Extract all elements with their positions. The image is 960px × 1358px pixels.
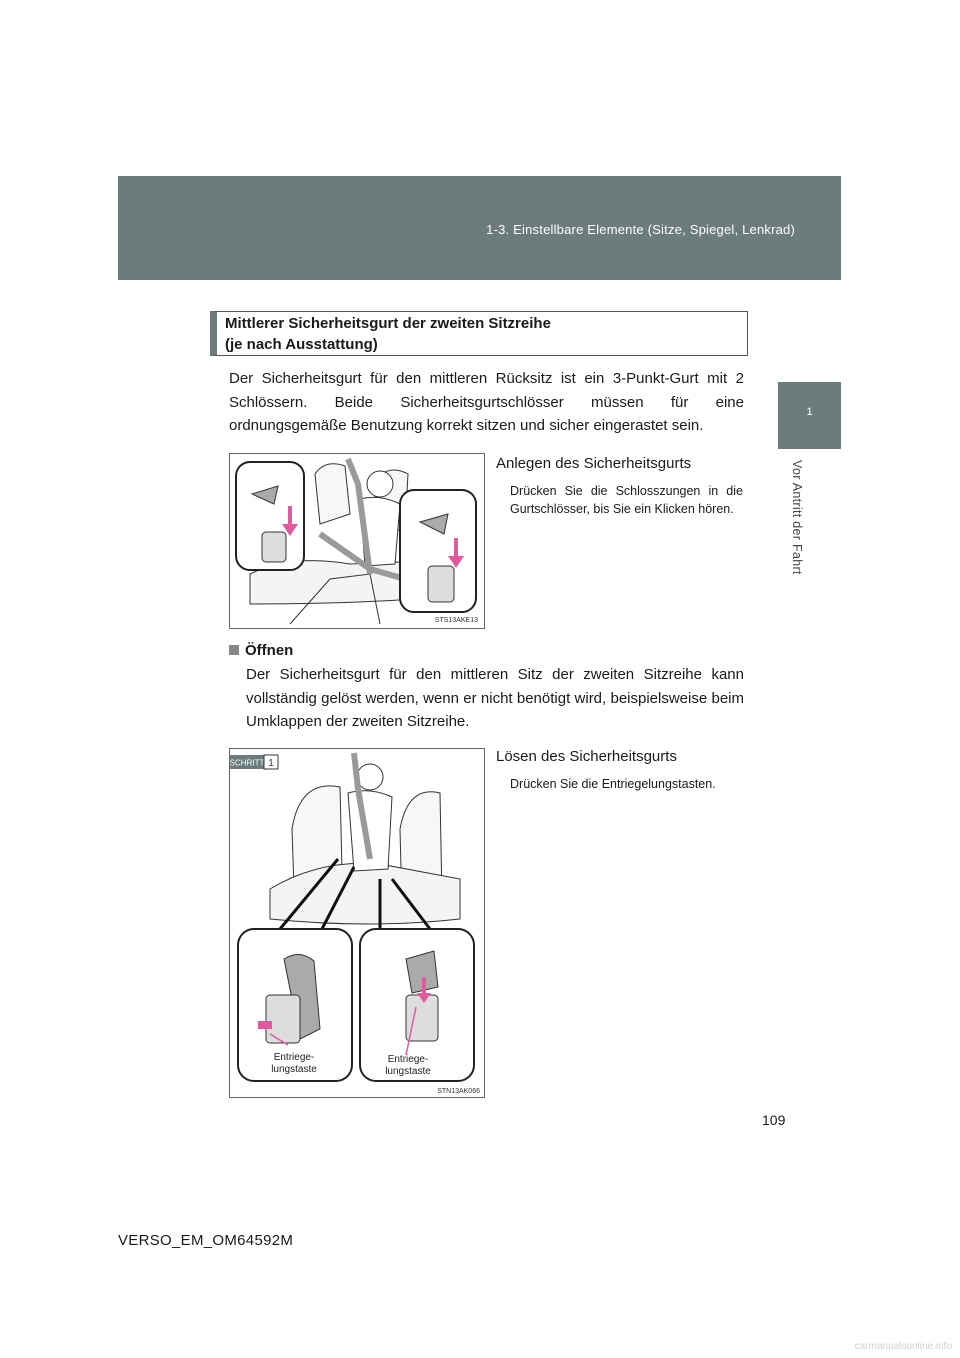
watermark: carmanualsonline.info	[854, 1341, 952, 1352]
figure2-code: STN13AK066	[437, 1088, 480, 1095]
square-bullet-icon	[229, 645, 239, 655]
chapter-title: 1-3. Einstellbare Elemente (Sitze, Spiegel, Lenkrad)	[486, 222, 795, 237]
open-heading-text: Öffnen	[245, 642, 294, 659]
intro-paragraph: Der Sicherheitsgurt für den mittleren Rücksitz ist ein 3-Punkt-Gurt mit 2 Schlössern. Beide Sicherheitsgurtschlösser müssen für eine ordnungsgemäße Benutzung korrekt sitzen und sicher eingerastet sein.	[229, 370, 744, 434]
figure-fasten-belt	[229, 453, 485, 629]
open-paragraph: Der Sicherheitsgurt für den mittleren Sitz der zweiten Sitzreihe kann vollständig gelöst werden, wenn er nicht benötigt wird, beispielsweise beim Umklappen der zweiten Sitzreihe.	[246, 666, 744, 730]
figure1-caption-title: Anlegen des Sicherheitsgurts	[496, 455, 692, 472]
fasten-belt-illustration	[230, 454, 484, 628]
figure1-caption-body: Drücken Sie die Schlosszungen in die Gurtschlösser, bis Sie ein Klicken hören.	[510, 484, 743, 516]
section-heading	[210, 311, 748, 356]
release-button-label-right-2: lungstaste	[385, 1066, 431, 1077]
figure2-caption-title: Lösen des Sicherheitsgurts	[496, 748, 677, 765]
release-button-label-left-2: lungstaste	[271, 1064, 317, 1075]
side-tab-number: 1	[806, 406, 813, 418]
release-button-label-right-1: Entriege-	[387, 1054, 429, 1065]
side-tab	[778, 382, 841, 449]
page-number: 109	[762, 1112, 786, 1128]
document-code: VERSO_EM_OM64592M	[118, 1232, 294, 1249]
figure2-caption-body: Drücken Sie die Entriegelungstasten.	[510, 777, 716, 791]
release-belt-illustration	[230, 749, 484, 1097]
header-band	[118, 176, 841, 280]
figure1-code: STS13AKE13	[434, 617, 478, 624]
figure-release-belt	[229, 748, 485, 1098]
step-number: 1	[268, 758, 274, 769]
section-title-line1: Mittlerer Sicherheitsgurt der zweiten Sitzreihe	[225, 315, 551, 332]
release-button-label-left-1: Entriege-	[273, 1052, 315, 1063]
side-tab-label: Vor Antritt der Fahrt	[790, 460, 804, 575]
step-label: SCHRITT	[230, 758, 265, 768]
section-title-line2: (je nach Ausstattung)	[225, 336, 378, 353]
open-heading	[229, 642, 293, 659]
